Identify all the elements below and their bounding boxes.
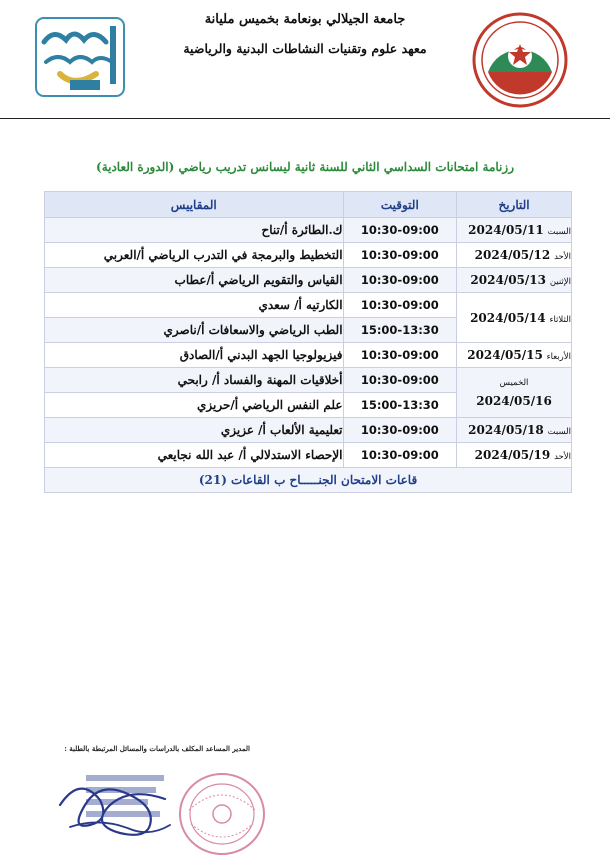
time-cell: 10:30-09:00 [343, 368, 457, 393]
date-value: 2024/05/19 [474, 448, 551, 462]
day-name: الثلاثاء [549, 314, 571, 325]
date-value: 2024/05/13 [470, 273, 546, 287]
date-cell [457, 293, 572, 343]
day-name: الإثنين [549, 277, 571, 287]
institute-round-emblem-icon [470, 10, 570, 110]
day-name: الأحد [554, 252, 571, 262]
table-row [45, 368, 572, 393]
date-value: 2024/05/12 [474, 248, 551, 262]
date-cell [457, 218, 572, 243]
institute-name: معهد علوم وتقنيات النشاطات البدنية والرياضية [183, 41, 427, 56]
subject-cell: القياس والتقويم الرياضي أ/عطاب [45, 268, 344, 293]
date-value: 2024/05/15 [467, 348, 543, 362]
table-row [45, 343, 572, 368]
day-name: السبت [547, 227, 571, 237]
subject-cell: ك.الطائرة أ/تناح [45, 218, 344, 243]
date-value: 2024/05/16 [476, 393, 552, 408]
table-footer-row [45, 468, 572, 493]
subject-cell: علم النفس الرياضي أ/حريزي [45, 393, 344, 418]
day-name: السبت [547, 427, 571, 437]
subject-cell: فيزيولوجيا الجهد البدني أ/الصادق [45, 343, 344, 368]
university-name: جامعة الجيلالي بونعامة بخميس مليانة [204, 12, 406, 27]
subject-cell: أخلاقيات المهنة والفساد أ/ رابحي [45, 368, 344, 393]
subject-cell: الإحصاء الاستدلالي أ/ عبد الله نجايعي [45, 443, 344, 468]
handwritten-signature-icon [50, 765, 200, 855]
subject-cell: التخطيط والبرمجة في التدرب الرياضي أ/العربي [45, 243, 344, 268]
date-cell [457, 418, 572, 443]
subject-cell: الكارتيه أ/ سعدي [45, 293, 344, 318]
day-name: الأحد [554, 452, 571, 462]
table-row [45, 418, 572, 443]
date-value: 2024/05/14 [470, 310, 546, 325]
date-value: 2024/05/11 [468, 223, 544, 237]
day-name: الخميس [499, 377, 529, 388]
exam-schedule-title: رزنامة امتحانات السداسي الثاني للسنة ثانية ليسانس تدريب رياضي (الدورة العادية) [96, 160, 514, 174]
table-row [45, 218, 572, 243]
time-cell: 15:00-13:30 [343, 318, 457, 343]
subject-cell: الطب الرياضي والاسعافات أ/ناصري [45, 318, 344, 343]
date-cell [457, 243, 572, 268]
header-subject: المقاييس [45, 192, 344, 218]
time-cell: 15:00-13:30 [343, 393, 457, 418]
date-value: 2024/05/18 [468, 423, 544, 437]
table-row [45, 443, 572, 468]
time-cell: 10:30-09:00 [343, 418, 457, 443]
subject-cell: تعليمية الألعاب أ/ عزيزي [45, 418, 344, 443]
document-header [0, 0, 610, 120]
date-cell [457, 368, 572, 418]
time-cell: 10:30-09:00 [343, 293, 457, 318]
time-cell: 10:30-09:00 [343, 343, 457, 368]
time-cell: 10:30-09:00 [343, 218, 457, 243]
exam-halls-note: قاعات الامتحان الجنـــــاح ب القاعات (21) [45, 468, 572, 493]
signatory-caption: المدير المساعد المكلف بالدراسات والمسائل المرتبطة بالطلبة : [64, 744, 250, 753]
header-date: التاريخ [457, 192, 572, 218]
table-row [45, 268, 572, 293]
day-name: الأربعاء [546, 352, 571, 362]
exam-schedule-table [44, 191, 572, 493]
time-cell: 10:30-09:00 [343, 243, 457, 268]
table-header-row [45, 192, 572, 218]
time-cell: 10:30-09:00 [343, 443, 457, 468]
header-divider [0, 118, 610, 119]
table-row [45, 243, 572, 268]
header-time: التوقيت [343, 192, 457, 218]
date-cell [457, 343, 572, 368]
table-row [45, 293, 572, 318]
date-cell [457, 443, 572, 468]
university-calligraphy-logo-icon [30, 12, 130, 102]
date-cell [457, 268, 572, 293]
time-cell: 10:30-09:00 [343, 268, 457, 293]
institution-names [150, 12, 460, 56]
